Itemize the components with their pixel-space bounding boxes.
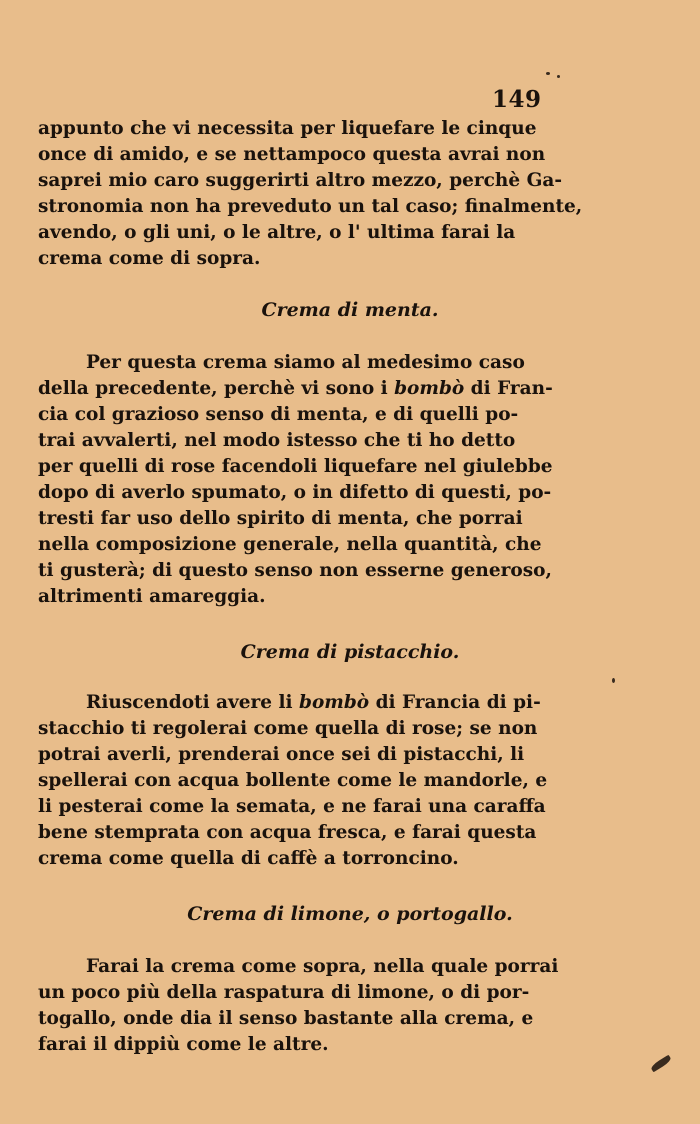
ink-speck (557, 75, 560, 78)
ink-speck (612, 678, 615, 683)
paragraph-limone (38, 954, 564, 1058)
ink-mark (650, 1055, 672, 1073)
text-fragment: Riuscendoti avere li (86, 692, 293, 713)
ink-speck (546, 72, 550, 75)
text-line: potrai averli, prenderai once sei di pistacchi, li (38, 744, 525, 765)
text-line (38, 690, 564, 716)
section-heading-limone: Crema di limone, o portogallo. (187, 903, 513, 925)
text-line: saprei mio caro suggerirti altro mezzo, perchè Ga- (38, 170, 563, 191)
text-fragment: di Francia di pi- (375, 692, 541, 713)
text-line: Farai la crema come sopra, nella quale porrai (86, 956, 559, 977)
text-line: un poco più della raspatura di limone, o di por- (38, 982, 530, 1003)
text-line: stronomia non ha preveduto un tal caso; finalmente, (38, 196, 583, 217)
text-line: stacchio ti regolerai come quella di rose; se non (38, 718, 538, 739)
text-line: avendo, o gli uni, o le altre, o l' ultima farai la (38, 222, 516, 243)
text-line: per quelli di rose facendoli liquefare nel giulebbe (38, 456, 553, 477)
italic-word: bombò (394, 378, 465, 399)
text-line: appunto che vi necessita per liquefare le cinque (38, 118, 537, 139)
text-line (38, 376, 564, 402)
text-line: once di amido, e se nettampoco questa avrai non (38, 144, 546, 165)
text-line: cia col grazioso senso di menta, e di quelli po- (38, 404, 519, 425)
text-line: spellerai con acqua bollente come le mandorle, e (38, 770, 548, 791)
text-line: ti gusterà; di questo senso non esserne generoso, (38, 560, 552, 581)
italic-word: bombò (299, 692, 370, 713)
text-line: crema come di sopra. (38, 248, 261, 269)
text-line: trai avvalerti, nel modo istesso che ti ho detto (38, 430, 516, 451)
text-line: altrimenti amareggia. (38, 586, 266, 607)
text-fragment: di Fran- (470, 378, 553, 399)
section-heading-pistacchio: Crema di pistacchio. (240, 641, 460, 663)
text-fragment: della precedente, perchè vi sono i (38, 378, 388, 399)
text-line: farai il dippiù come le altre. (38, 1034, 329, 1055)
text-line: tresti far uso dello spirito di menta, che porrai (38, 508, 523, 529)
text-line: crema come quella di caffè a torroncino. (38, 848, 459, 869)
text-line: li pesterai come la semata, e ne farai una caraffa (38, 796, 546, 817)
paragraph-menta (38, 350, 564, 610)
paragraph-pistacchio (38, 690, 564, 872)
intro-paragraph (38, 116, 583, 272)
text-line: Per questa crema siamo al medesimo caso (86, 352, 525, 373)
page-number: 149 (492, 86, 542, 113)
text-line: bene stemprata con acqua fresca, e farai questa (38, 822, 537, 843)
text-line: togallo, onde dia il senso bastante alla crema, e (38, 1008, 534, 1029)
text-line: nella composizione generale, nella quantità, che (38, 534, 542, 555)
section-heading-menta: Crema di menta. (261, 299, 439, 321)
text-line: dopo di averlo spumato, o in difetto di questi, po- (38, 482, 552, 503)
